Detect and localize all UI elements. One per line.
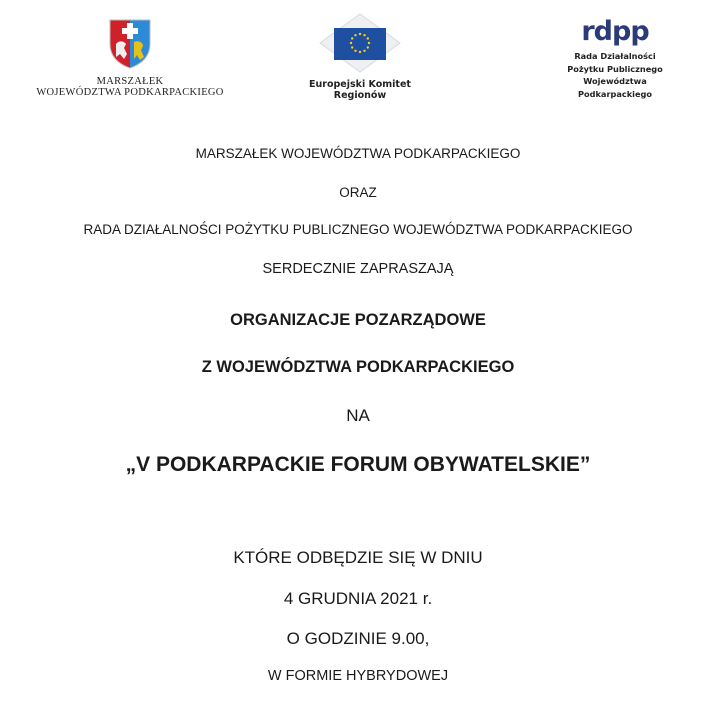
marszalek-logo <box>20 18 240 98</box>
event-format: W FORMIE HYBRYDOWEJ <box>267 668 449 684</box>
rdpp-caption <box>560 50 670 100</box>
caption-line: WOJEWÓDZTWA PODKARPACKIEGO <box>36 87 224 98</box>
audience-line-2: Z WOJEWÓDZTWA PODKARPACKIEGO <box>201 358 515 376</box>
caption-line: Europejski Komitet <box>309 79 411 90</box>
event-when-intro: KTÓRE ODBĘDZIE SIĘ W DNIU <box>233 548 483 567</box>
preposition: NA <box>346 406 370 425</box>
event-time: O GODZINIE 9.00, <box>286 629 430 648</box>
event-date: 4 GRUDNIA 2021 r. <box>283 589 433 608</box>
eu-flag-icon <box>318 12 402 74</box>
caption-line: Regionów <box>333 90 387 101</box>
rdpp-logo <box>560 18 670 100</box>
organizer-1: MARSZAŁEK WOJEWÓDZTWA PODKARPACKIEGO <box>195 146 521 161</box>
caption-line: Rada Działalności <box>574 51 656 61</box>
marszalek-caption <box>20 76 240 98</box>
caption-line: Pożytku Publicznego <box>567 63 663 74</box>
event-title: „V PODKARPACKIE FORUM OBYWATELSKIE” <box>125 453 591 476</box>
ekr-logo <box>300 12 420 101</box>
conjunction: ORAZ <box>339 185 377 200</box>
caption-line: Województwa <box>583 76 647 86</box>
coat-of-arms-icon <box>108 18 152 70</box>
caption-line: Podkarpackiego <box>577 88 653 99</box>
caption-line: MARSZAŁEK <box>96 76 164 87</box>
audience-line-1: ORGANIZACJE POZARZĄDOWE <box>230 311 486 329</box>
invite-verb: SERDECZNIE ZAPRASZAJĄ <box>262 261 454 277</box>
rdpp-wordmark: rdpp <box>581 16 649 47</box>
ekr-caption <box>300 79 420 101</box>
organizer-2: RADA DZIAŁALNOŚCI POŻYTKU PUBLICZNEGO WOJEWÓDZTWA PODKARPACKIEGO <box>83 222 633 237</box>
